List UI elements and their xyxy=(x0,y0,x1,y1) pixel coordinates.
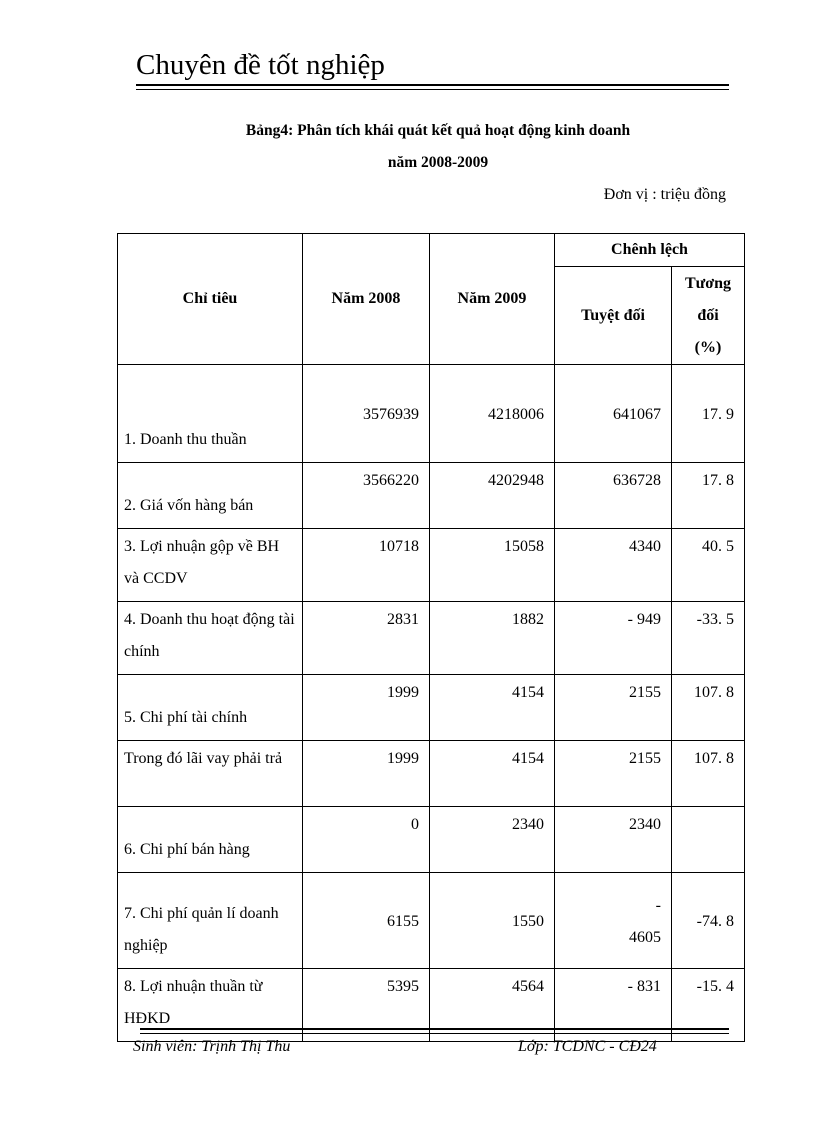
cell-2008: 1999 xyxy=(303,741,430,807)
footer-class: Lớp: TCDNC - CĐ24 xyxy=(518,1038,657,1055)
cell-2008: 0 xyxy=(303,807,430,873)
cell-2009: 4154 xyxy=(430,675,555,741)
header-difference: Chênh lệch xyxy=(555,234,745,267)
header-relative-line3: (%) xyxy=(694,338,722,356)
table-row xyxy=(118,969,745,1042)
header-year-2008: Năm 2008 xyxy=(303,234,430,365)
table-row xyxy=(118,741,745,807)
cell-2008: 5395 xyxy=(303,969,430,1042)
cell-absolute: - 949 xyxy=(555,602,672,675)
cell-absolute: - 831 xyxy=(555,969,672,1042)
row-label: 7. Chi phí quản lí doanh nghiệp xyxy=(118,873,303,969)
cell-2008: 2831 xyxy=(303,602,430,675)
footer-rule-thin xyxy=(140,1033,729,1034)
table-row xyxy=(118,365,745,463)
header-indicator: Chỉ tiêu xyxy=(118,234,303,365)
cell-2009: 4154 xyxy=(430,741,555,807)
cell-2009: 2340 xyxy=(430,807,555,873)
cell-2008: 10718 xyxy=(303,529,430,602)
page-header-title: Chuyên đề tốt nghiệp xyxy=(136,49,385,81)
cell-relative: 17. 9 xyxy=(672,365,745,463)
cell-absolute-value: 4605 xyxy=(629,928,661,946)
cell-relative: -33. 5 xyxy=(672,602,745,675)
cell-relative: 40. 5 xyxy=(672,529,745,602)
cell-relative: 17. 8 xyxy=(672,463,745,529)
footer-student: Sinh viên: Trịnh Thị Thu xyxy=(133,1038,291,1055)
row-label: 2. Giá vốn hàng bán xyxy=(118,463,303,529)
table-row xyxy=(118,807,745,873)
cell-absolute: 2340 xyxy=(555,807,672,873)
unit-note: Đơn vị : triệu đồng xyxy=(603,186,726,203)
header-year-2009: Năm 2009 xyxy=(430,234,555,365)
cell-absolute: 2155 xyxy=(555,675,672,741)
table-row xyxy=(118,463,745,529)
cell-2009: 1550 xyxy=(430,873,555,969)
cell-2009: 1882 xyxy=(430,602,555,675)
row-label: 4. Doanh thu hoạt động tài chính xyxy=(118,602,303,675)
cell-absolute-sign: - xyxy=(655,896,661,914)
results-table-wrapper xyxy=(117,233,744,1027)
cell-absolute xyxy=(555,873,672,969)
cell-relative: 107. 8 xyxy=(672,675,745,741)
row-label: 8. Lợi nhuận thuần từ HĐKD xyxy=(118,969,303,1042)
row-label: 6. Chi phí bán hàng xyxy=(118,807,303,873)
table-row xyxy=(118,529,745,602)
header-rule-thin xyxy=(136,89,729,90)
table-row xyxy=(118,873,745,969)
table-caption-years: năm 2008-2009 xyxy=(387,154,489,171)
header-relative-line2: đối xyxy=(697,306,719,324)
row-label: Trong đó lãi vay phải trả xyxy=(118,741,303,807)
table-row xyxy=(118,675,745,741)
header-rule xyxy=(136,84,729,86)
header-absolute: Tuyệt đối xyxy=(555,267,672,365)
table-caption: Bảng4: Phân tích khái quát kết quả hoạt động kinh doanh xyxy=(245,122,631,139)
cell-absolute: 641067 xyxy=(555,365,672,463)
results-table xyxy=(117,233,745,1042)
row-label: 3. Lợi nhuận gộp về BH và CCDV xyxy=(118,529,303,602)
cell-relative: -74. 8 xyxy=(672,873,745,969)
table-row xyxy=(118,602,745,675)
row-label: 1. Doanh thu thuần xyxy=(118,365,303,463)
cell-2008: 1999 xyxy=(303,675,430,741)
cell-2009: 4218006 xyxy=(430,365,555,463)
cell-absolute: 4340 xyxy=(555,529,672,602)
cell-2008: 3566220 xyxy=(303,463,430,529)
cell-relative: 107. 8 xyxy=(672,741,745,807)
cell-2008: 3576939 xyxy=(303,365,430,463)
header-relative-line1: Tương xyxy=(684,274,732,292)
cell-2009: 15058 xyxy=(430,529,555,602)
footer-rule xyxy=(140,1028,729,1030)
cell-relative: -15. 4 xyxy=(672,969,745,1042)
header-relative xyxy=(672,267,745,365)
cell-2008: 6155 xyxy=(303,873,430,969)
row-label: 5. Chi phí tài chính xyxy=(118,675,303,741)
cell-relative xyxy=(672,807,745,873)
cell-absolute: 636728 xyxy=(555,463,672,529)
cell-2009: 4202948 xyxy=(430,463,555,529)
cell-2009: 4564 xyxy=(430,969,555,1042)
cell-absolute: 2155 xyxy=(555,741,672,807)
